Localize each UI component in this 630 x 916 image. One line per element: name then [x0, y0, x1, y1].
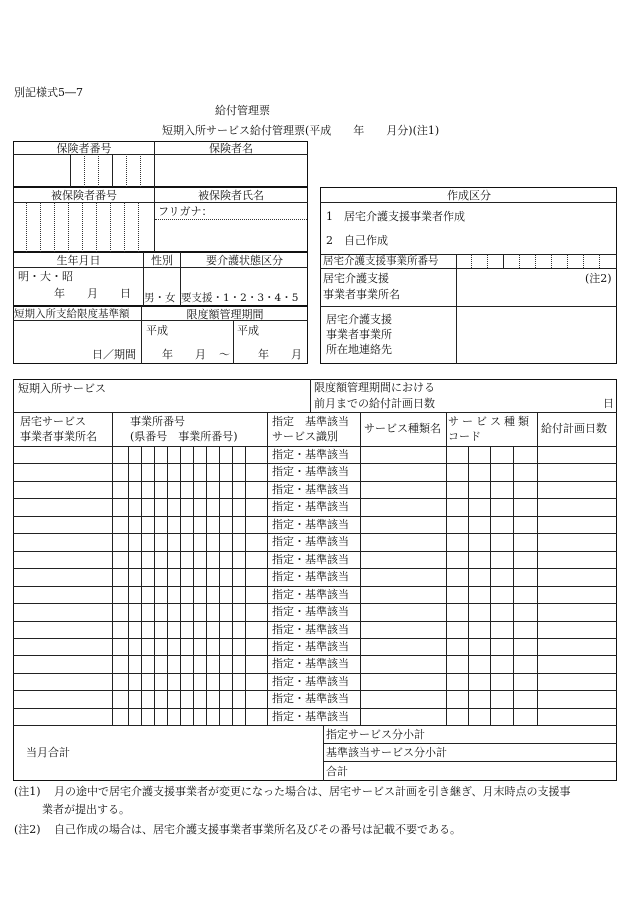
note-1-label: (注1)	[14, 785, 41, 798]
note-2-ref: (注2)	[585, 272, 612, 285]
row-service-type[interactable]: 指定・基準該当	[272, 517, 349, 531]
insurer-number-label: 保険者番号	[56, 142, 112, 155]
grand-total-input[interactable]	[447, 762, 616, 780]
row-service-type[interactable]: 指定・基準該当	[272, 465, 349, 479]
col-office-no-2: (県番号 事業所番号)	[130, 430, 238, 443]
insurer-name-input[interactable]	[155, 155, 307, 186]
form-title: 給付管理票	[215, 104, 270, 117]
row-service-type[interactable]: 指定・基準該当	[272, 639, 349, 653]
note-2-text: 自己作成の場合は、居宅介護支援事業者事業所名及びその番号は記載不要である。	[54, 823, 461, 836]
col-provider-2: 事業者事業所名	[20, 430, 97, 443]
office-name-input[interactable]	[457, 285, 616, 305]
row-service-type[interactable]: 指定・基準該当	[272, 692, 349, 706]
address-label-2: 事業者事業所	[326, 328, 392, 341]
office-name-label-1: 居宅介護支援	[323, 272, 389, 285]
plan-days-label-1: 限度額管理期間における	[314, 381, 435, 394]
col-provider-1: 居宅サービス	[20, 415, 86, 428]
sex-label: 性別	[151, 254, 173, 267]
limit-period-label: 限度額管理期間	[186, 308, 264, 321]
period-ym-1[interactable]: 年 月	[162, 348, 206, 361]
insurer-name-label: 保険者名	[209, 142, 253, 155]
note-1-line-1: 月の途中で居宅介護支援事業者が変更になった場合は、居宅サービス計画を引き継ぎ、月末時点の支援事	[54, 785, 571, 798]
standard-subtotal-label: 基準該当サービス分小計	[326, 746, 447, 759]
designated-subtotal-label: 指定サービス分小計	[326, 728, 425, 741]
col-office-no-1: 事業所番号	[130, 415, 185, 428]
period-era-2: 平成	[237, 324, 259, 337]
row-service-type[interactable]: 指定・基準該当	[272, 657, 349, 671]
designated-subtotal-input[interactable]	[447, 726, 616, 742]
row-service-type[interactable]: 指定・基準該当	[272, 605, 349, 619]
creation-option-1[interactable]: 1 居宅介護支援事業者作成	[326, 210, 465, 223]
insurer-number-input[interactable]	[14, 155, 154, 186]
row-service-type[interactable]: 指定・基準該当	[272, 535, 349, 549]
plan-days-label-2: 前月までの給付計画日数	[314, 397, 435, 410]
note-1-line-2: 業者が提出する。	[42, 803, 130, 816]
birth-eras[interactable]: 明・大・昭	[18, 270, 73, 283]
limit-standard-label: 短期入所支給限度基準額	[14, 308, 130, 320]
row-service-type[interactable]: 指定・基準該当	[272, 448, 349, 461]
row-service-type[interactable]: 指定・基準該当	[272, 500, 349, 514]
insured-number-input[interactable]	[14, 203, 154, 251]
insured-name-label: 被保険者氏名	[198, 189, 264, 202]
grand-total-label: 合計	[326, 765, 348, 778]
address-label-3: 所在地連絡先	[326, 343, 392, 356]
insured-number-label: 被保険者番号	[51, 189, 117, 202]
standard-subtotal-input[interactable]	[447, 744, 616, 760]
furigana-label: フリガナ：	[158, 205, 213, 218]
form-code: 別記様式5―7	[14, 86, 83, 99]
sex-options[interactable]: 男・女	[144, 292, 176, 304]
care-level-label: 要介護状態区分	[206, 254, 283, 267]
birth-label: 生年月日	[56, 254, 101, 267]
month-total-label: 当月合計	[26, 746, 70, 759]
col-service-name: サービス種類名	[364, 422, 441, 435]
row-service-type[interactable]: 指定・基準該当	[272, 622, 349, 636]
limit-unit[interactable]: 日／期間	[92, 348, 136, 361]
row-service-type[interactable]: 指定・基準該当	[272, 570, 349, 584]
row-service-type[interactable]: 指定・基準該当	[272, 482, 349, 496]
creation-label: 作成区分	[447, 189, 491, 202]
creation-option-2[interactable]: 2 自己作成	[326, 234, 388, 247]
col-type-1: 指定 基準該当	[272, 415, 349, 428]
services-section-label: 短期入所サービス	[18, 382, 106, 395]
period-tilde: ～	[219, 348, 230, 361]
col-plan-days: 給付計画日数	[541, 422, 607, 435]
birth-ymd[interactable]: 年 月 日	[54, 287, 131, 300]
care-level-options[interactable]: 要支援・1・2・3・4・5	[181, 292, 299, 304]
col-code-1: サービス種類	[448, 415, 532, 428]
row-service-type[interactable]: 指定・基準該当	[272, 709, 349, 723]
row-service-type[interactable]: 指定・基準該当	[272, 674, 349, 688]
insured-name-input[interactable]	[155, 203, 307, 251]
period-era-1: 平成	[146, 324, 168, 337]
note-2-label: (注2)	[14, 823, 41, 836]
period-ym-2[interactable]: 年 月	[258, 348, 302, 361]
address-input[interactable]	[457, 307, 616, 363]
col-type-2: サービス識別	[272, 430, 338, 443]
office-number-label: 居宅介護支援事業所番号	[323, 255, 439, 267]
row-service-type[interactable]: 指定・基準該当	[272, 552, 349, 566]
form-subtitle: 短期入所サービス給付管理票(平成 年 月分)(注1)	[162, 124, 440, 137]
col-code-2: コード	[448, 430, 481, 443]
plan-days-unit: 日	[603, 397, 614, 410]
office-name-label-2: 事業者事業所名	[323, 288, 400, 301]
address-label-1: 居宅介護支援	[326, 313, 392, 326]
row-service-type[interactable]: 指定・基準該当	[272, 587, 349, 601]
office-number-input[interactable]	[457, 255, 616, 267]
